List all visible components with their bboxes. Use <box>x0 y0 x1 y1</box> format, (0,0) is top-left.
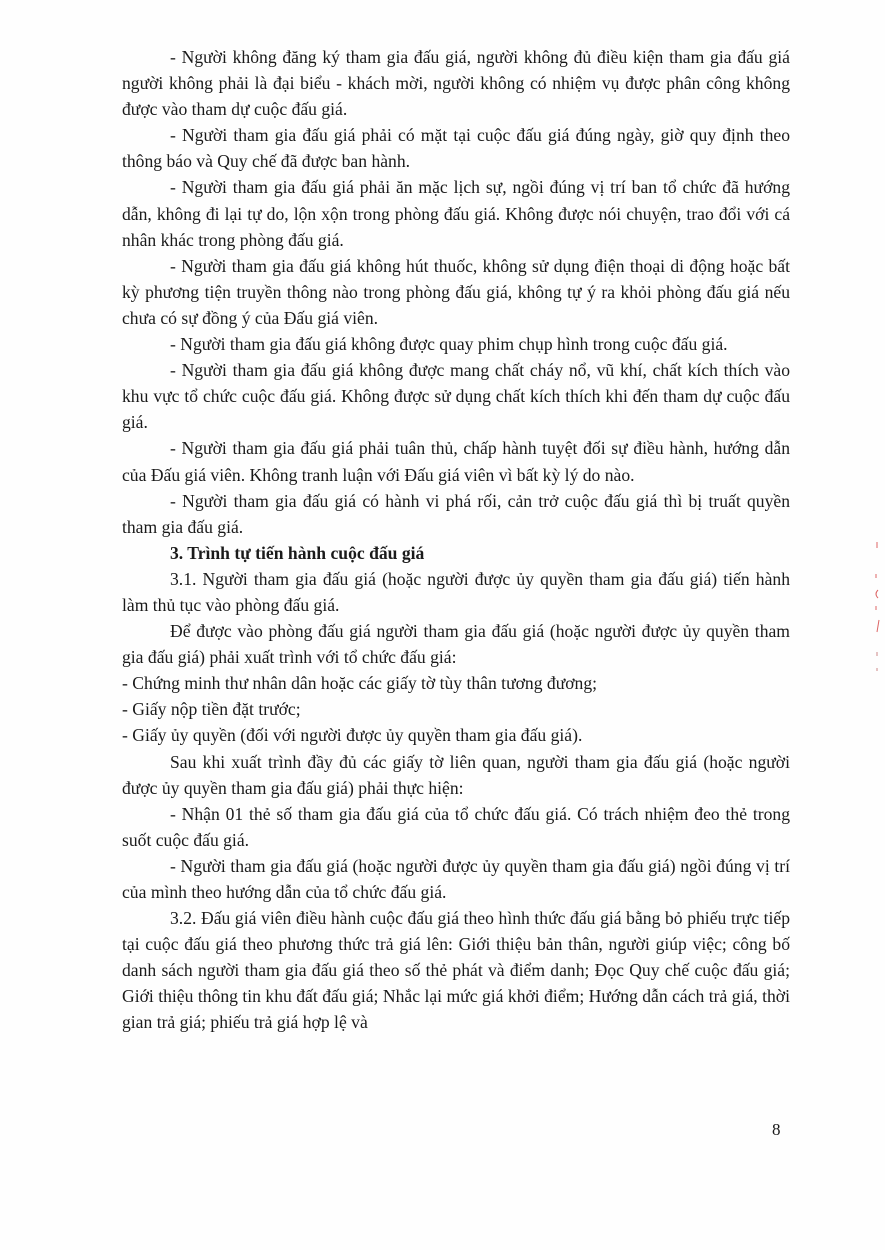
section-paragraph: 3.1. Người tham gia đấu giá (hoặc người được ủy quyền tham gia đấu giá) tiến hành làm thủ tục vào phòng đấu giá. <box>122 568 790 615</box>
rule-paragraph: - Người tham gia đấu giá không được mang chất cháy nổ, vũ khí, chất kích thích vào khu vực tổ chức cuộc đấu giá. Không được sử dụng chất kích thích khi đến tham dự cuộc đấu giá. <box>122 360 790 433</box>
section-heading: 3. Trình tự tiến hành cuộc đấu giá <box>170 542 425 563</box>
action-item: - Nhận 01 thẻ số tham gia đấu giá của tổ chức đấu giá. Có trách nhiệm đeo thẻ trong suốt cuộc đấu giá. <box>122 803 790 850</box>
required-document-item: - Chứng minh thư nhân dân hoặc các giấy tờ tùy thân tương đương; <box>122 673 598 694</box>
section-paragraph: Để được vào phòng đấu giá người tham gia đấu giá (hoặc người được ủy quyền tham gia đấu giá) phải xuất trình với tổ chức đấu giá: <box>122 621 790 668</box>
document-body <box>122 44 790 1036</box>
rule-paragraph: - Người tham gia đấu giá có hành vi phá rối, cản trở cuộc đấu giá thì bị truất quyền tham gia đấu giá. <box>122 490 790 537</box>
required-document-item: - Giấy nộp tiền đặt trước; <box>122 699 301 720</box>
page-number: 8 <box>772 1120 781 1139</box>
rule-paragraph: - Người không đăng ký tham gia đấu giá, người không đủ điều kiện tham gia đấu giá người không phải là đại biểu - khách mời, người không có nhiệm vụ được phân công không được vào tham dự cuộc đấu giá. <box>122 47 790 120</box>
rule-paragraph: - Người tham gia đấu giá phải ăn mặc lịch sự, ngồi đúng vị trí ban tổ chức đã hướng dẫn, không đi lại tự do, lộn xộn trong phòng đấu giá. Không được nói chuyện, trao đổi với cá nhân khác trong phòng đấu giá. <box>122 177 790 250</box>
rule-paragraph: - Người tham gia đấu giá phải có mặt tại cuộc đấu giá đúng ngày, giờ quy định theo thông báo và Quy chế đã được ban hành. <box>122 125 790 172</box>
margin-pen-marks <box>870 540 884 680</box>
rule-paragraph: - Người tham gia đấu giá không được quay phim chụp hình trong cuộc đấu giá. <box>170 334 728 355</box>
required-document-item: - Giấy ủy quyền (đối với người được ủy quyền tham gia đấu giá). <box>122 725 583 746</box>
action-item: - Người tham gia đấu giá (hoặc người được ủy quyền tham gia đấu giá) ngồi đúng vị trí của mình theo hướng dẫn của tổ chức đấu giá. <box>122 855 790 902</box>
rule-paragraph: - Người tham gia đấu giá không hút thuốc, không sử dụng điện thoại di động hoặc bất kỳ phương tiện truyền thông nào trong phòng đấu giá, không tự ý ra khỏi phòng đấu giá nếu chưa có sự đồng ý của Đấu giá viên. <box>122 255 790 328</box>
section-3-2-paragraph: 3.2. Đấu giá viên điều hành cuộc đấu giá theo hình thức đấu giá bằng bỏ phiếu trực tiếp tại cuộc đấu giá theo phương thức trả giá lên: Giới thiệu bản thân, người giúp việc; công bố danh sách người tham gia đấu giá theo số thẻ phát và điểm danh; Đọc Quy chế cuộc đấu giá; Giới thiệu thông tin khu đất đấu giá; Nhắc lại mức giá khởi điểm; Hướng dẫn cách trả giá, thời gian trả giá; phiếu trả giá hợp lệ và <box>122 908 790 1033</box>
after-documents-paragraph: Sau khi xuất trình đầy đủ các giấy tờ liên quan, người tham gia đấu giá (hoặc người được ủy quyền tham gia đấu giá) phải thực hiện: <box>122 751 790 798</box>
rule-paragraph: - Người tham gia đấu giá phải tuân thủ, chấp hành tuyệt đối sự điều hành, hướng dẫn của Đấu giá viên. Không tranh luận với Đấu giá viên vì bất kỳ lý do nào. <box>122 438 790 485</box>
